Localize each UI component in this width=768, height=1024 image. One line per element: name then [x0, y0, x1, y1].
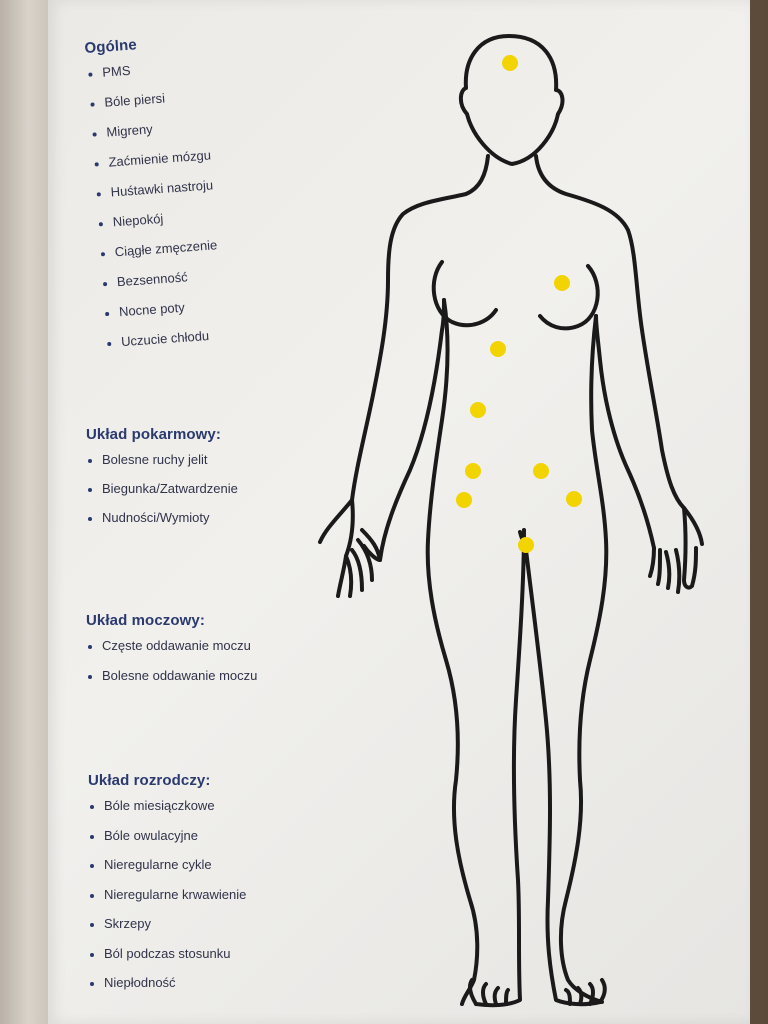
body-outline-figure — [300, 20, 720, 1015]
marker-dot-breast — [554, 275, 570, 291]
right-hand — [650, 508, 702, 592]
list-item: Nieregularne cykle — [88, 858, 246, 888]
female-body-outline — [300, 20, 720, 1015]
right-neck-shoulder — [536, 156, 684, 508]
symptom-list-digestive — [86, 453, 238, 540]
list-item: Nocne poty — [103, 298, 223, 336]
marker-dot-pelvis-right — [566, 491, 582, 507]
section-title-digestive: Układ pokarmowy: — [86, 426, 221, 443]
left-torso — [428, 300, 478, 1004]
left-inner-arm — [380, 300, 444, 560]
left-breast-outline — [434, 262, 496, 325]
left-foot-toes — [470, 980, 508, 1004]
symptom-list-reproductive — [88, 799, 246, 1006]
list-item: Zaćmienie mózgu — [92, 148, 212, 186]
right-inner-leg — [526, 550, 600, 1004]
list-item: Bezsenność — [101, 268, 221, 306]
list-item: Ból podczas stosunku — [88, 947, 246, 977]
list-item: Migreny — [90, 119, 210, 157]
list-item: PMS — [86, 59, 206, 97]
list-item: Niepokój — [96, 208, 216, 246]
marker-dot-upper-abdomen — [490, 341, 506, 357]
list-item: Biegunka/Zatwardzenie — [86, 482, 238, 511]
list-item: Nudności/Wymioty — [86, 511, 238, 540]
binding-edge — [0, 0, 53, 1024]
list-item: Częste oddawanie moczu — [86, 639, 257, 669]
list-item: Bóle piersi — [88, 89, 208, 127]
right-torso — [561, 316, 606, 1002]
list-item: Bóle miesiączkowe — [88, 799, 246, 829]
symptom-list-urinary — [86, 639, 257, 699]
list-item: Huśtawki nastroju — [94, 178, 214, 216]
list-item: Bolesne ruchy jelit — [86, 453, 238, 482]
section-reproductive — [88, 772, 246, 1006]
list-item: Niepłodność — [88, 976, 246, 1006]
section-digestive — [86, 426, 238, 540]
marker-dot-groin — [518, 537, 534, 553]
marker-dot-lower-abdomen-left — [465, 463, 481, 479]
list-item: Ciągłe zmęczenie — [98, 238, 218, 276]
symptom-list-general — [86, 59, 225, 367]
marker-dot-middle-abdomen — [470, 402, 486, 418]
marker-dot-pelvis-left — [456, 492, 472, 508]
section-title-reproductive: Układ rozrodczy: — [88, 772, 211, 789]
left-inner-leg — [476, 530, 524, 1005]
section-general — [84, 32, 225, 366]
section-title-general: Ogólne — [84, 36, 138, 57]
list-item: Nieregularne krwawienie — [88, 888, 246, 918]
right-breast-outline — [540, 266, 598, 328]
list-item: Skrzepy — [88, 917, 246, 947]
section-urinary — [86, 612, 257, 699]
left-hand — [320, 500, 380, 596]
section-title-urinary: Układ moczowy: — [86, 612, 205, 629]
marker-dot-head — [502, 55, 518, 71]
list-item: Bolesne oddawanie moczu — [86, 669, 257, 699]
list-item: Uczucie chłodu — [105, 328, 225, 366]
marker-dot-lower-abdomen-right — [533, 463, 549, 479]
list-item: Bóle owulacyjne — [88, 829, 246, 859]
